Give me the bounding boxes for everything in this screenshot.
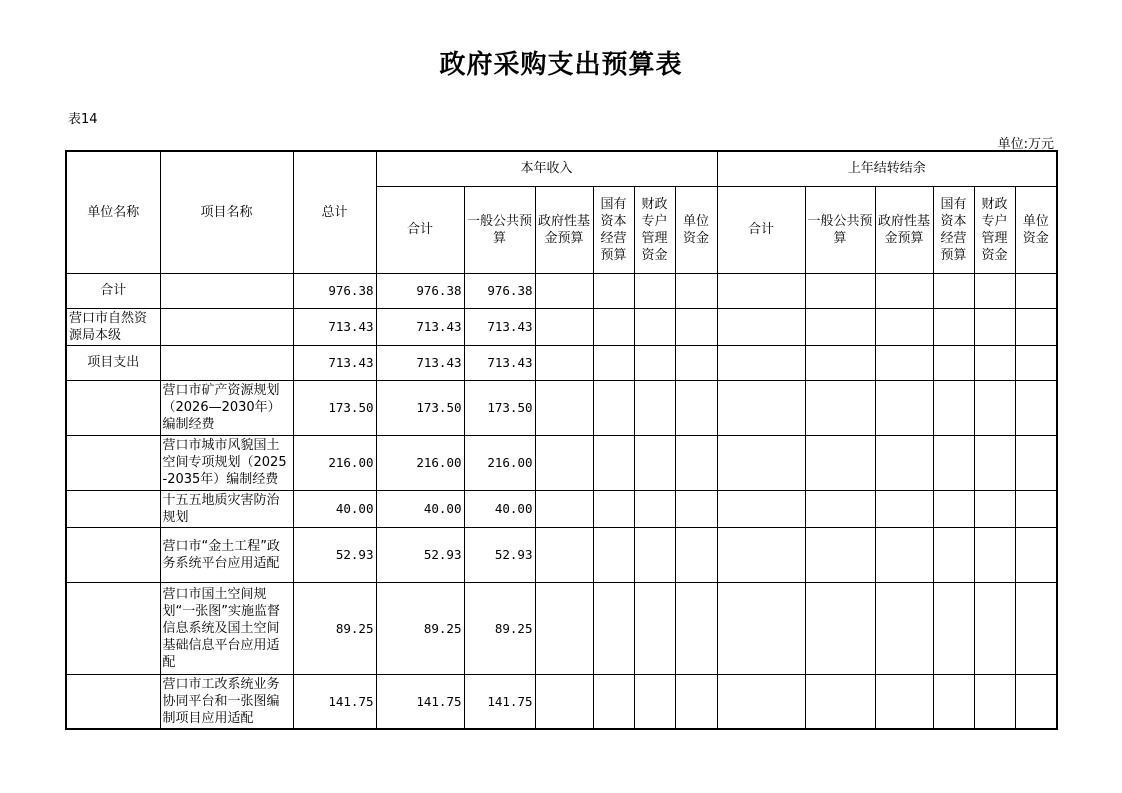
row-project: [160, 273, 293, 308]
row-income-general: 173.50: [464, 380, 535, 435]
header-prior-year-carryover: 上年结转结余: [717, 151, 1057, 186]
row-income-general: 141.75: [464, 674, 535, 729]
row-unit: 营口市自然资源局本级: [66, 308, 160, 345]
budget-table: [65, 150, 1058, 730]
row-unit: [66, 435, 160, 490]
header-unit-name: 单位名称: [66, 151, 160, 273]
row-unit: [66, 527, 160, 582]
row-income-general: 976.38: [464, 273, 535, 308]
row-income-general: 52.93: [464, 527, 535, 582]
header-total: 总计: [293, 151, 376, 273]
header-carry-general: 一般公共预算: [805, 186, 875, 273]
table-row: [66, 273, 1057, 308]
row-income-sum: 976.38: [376, 273, 464, 308]
header-carry-state-capital: 国有资本经营预算: [933, 186, 974, 273]
row-unit: [66, 582, 160, 674]
row-total: 173.50: [293, 380, 376, 435]
table-row: [66, 527, 1057, 582]
row-total: 976.38: [293, 273, 376, 308]
table-row: [66, 582, 1057, 674]
row-unit: [66, 380, 160, 435]
row-income-sum: 52.93: [376, 527, 464, 582]
row-income-sum: 713.43: [376, 345, 464, 380]
table-row: [66, 380, 1057, 435]
row-project: 营口市“金土工程”政务系统平台应用适配: [160, 527, 293, 582]
row-income-general: 40.00: [464, 490, 535, 527]
row-project: [160, 308, 293, 345]
table-row: [66, 435, 1057, 490]
header-income-general: 一般公共预算: [464, 186, 535, 273]
table-row: [66, 674, 1057, 729]
row-income-general: 713.43: [464, 308, 535, 345]
row-total: 141.75: [293, 674, 376, 729]
row-unit: 项目支出: [66, 345, 160, 380]
unit-label: 单位:万元: [997, 137, 1054, 152]
header-income-fund: 政府性基金预算: [535, 186, 593, 273]
row-project: 营口市国土空间规划“一张图”实施监督信息系统及国土空间基础信息平台应用适配: [160, 582, 293, 674]
row-unit: 合计: [66, 273, 160, 308]
header-income-state-capital: 国有资本经营预算: [593, 186, 634, 273]
header-carry-special-account: 财政专户管理资金: [974, 186, 1015, 273]
row-unit: [66, 490, 160, 527]
row-unit: [66, 674, 160, 729]
row-total: 713.43: [293, 308, 376, 345]
row-income-general: 89.25: [464, 582, 535, 674]
row-total: 713.43: [293, 345, 376, 380]
row-project: 营口市矿产资源规划（2026—2030年）编制经费: [160, 380, 293, 435]
table-row: [66, 490, 1057, 527]
header-current-year-income: 本年收入: [376, 151, 717, 186]
row-income-general: 216.00: [464, 435, 535, 490]
header-income-unit-funds: 单位资金: [675, 186, 717, 273]
header-project-name: 项目名称: [160, 151, 293, 273]
row-project: 营口市城市风貌国土空间专项规划（2025-2035年）编制经费: [160, 435, 293, 490]
row-total: 216.00: [293, 435, 376, 490]
table-row: [66, 308, 1057, 345]
row-income-sum: 173.50: [376, 380, 464, 435]
header-carry-unit-funds: 单位资金: [1015, 186, 1057, 273]
row-project: [160, 345, 293, 380]
row-income-sum: 89.25: [376, 582, 464, 674]
row-income-sum: 216.00: [376, 435, 464, 490]
row-income-sum: 713.43: [376, 308, 464, 345]
row-income-sum: 40.00: [376, 490, 464, 527]
row-project: 十五五地质灾害防治规划: [160, 490, 293, 527]
page-title: 政府采购支出预算表: [439, 50, 683, 80]
row-income-general: 713.43: [464, 345, 535, 380]
table-row: [66, 345, 1057, 380]
table-number: 表14: [68, 112, 98, 127]
header-carry-sum: 合计: [717, 186, 805, 273]
row-income-sum: 141.75: [376, 674, 464, 729]
row-total: 40.00: [293, 490, 376, 527]
header-carry-fund: 政府性基金预算: [875, 186, 933, 273]
header-income-special-account: 财政专户管理资金: [634, 186, 675, 273]
row-total: 52.93: [293, 527, 376, 582]
header-income-sum: 合计: [376, 186, 464, 273]
row-project: 营口市工改系统业务协同平台和一张图编制项目应用适配: [160, 674, 293, 729]
row-total: 89.25: [293, 582, 376, 674]
